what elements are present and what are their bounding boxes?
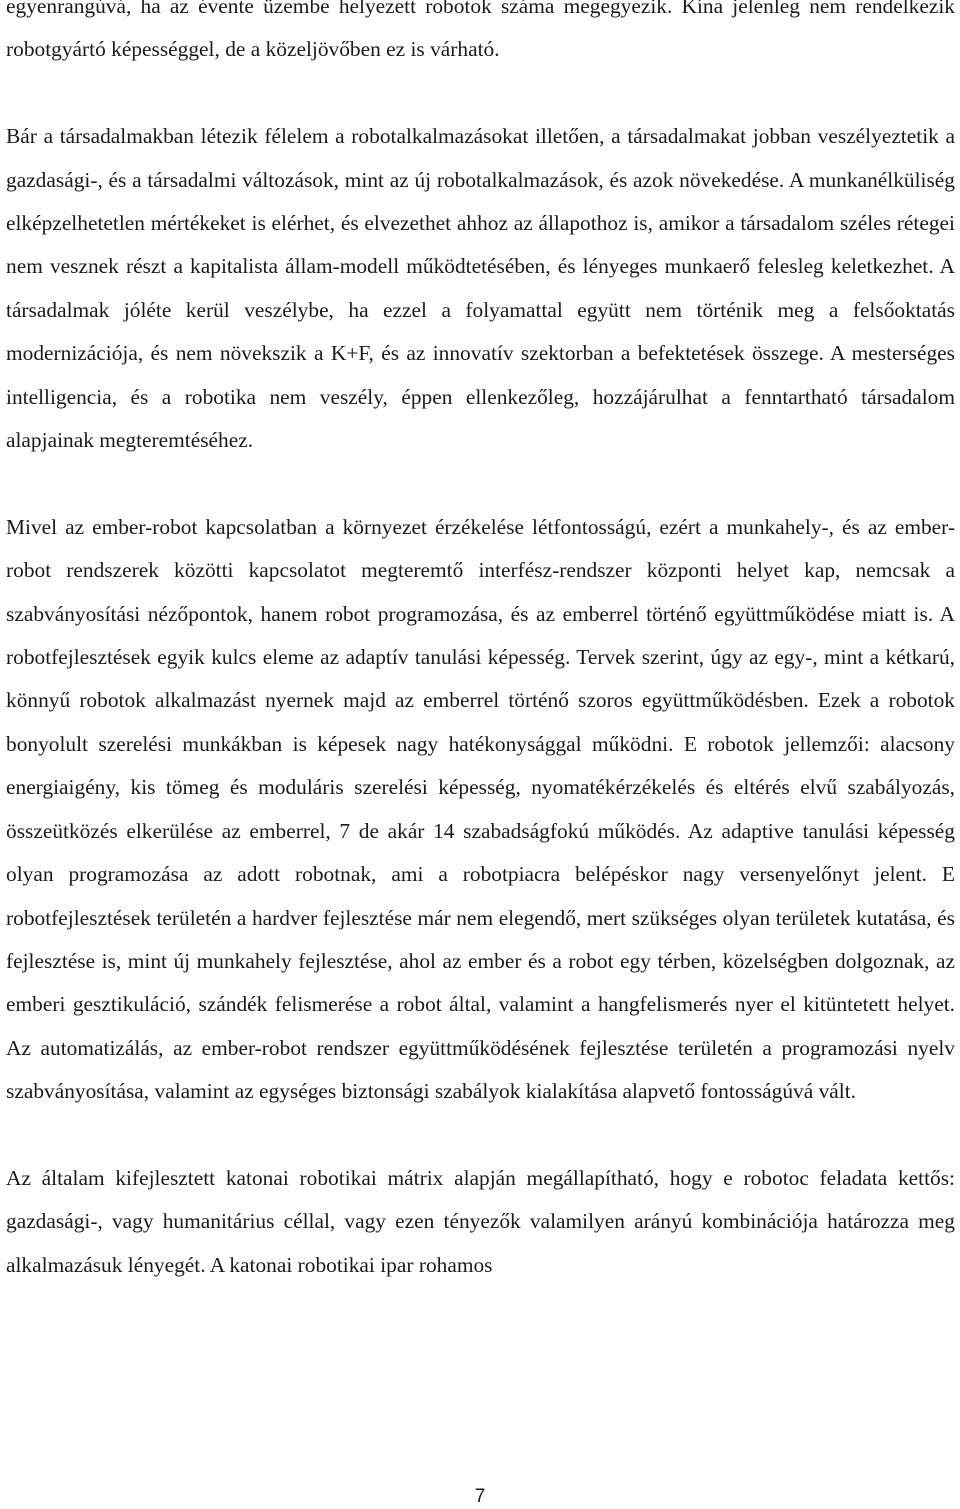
paragraph-continuation: egyenrangúvá, ha az évente üzembe helyezett robotok száma megegyezik. Kína jelenleg nem rendelkezik robotgyártó képességgel, de a közeljövőben ez is várható. — [6, 0, 955, 62]
paragraph-human-robot-interaction: Mivel az ember-robot kapcsolatban a környezet érzékelése létfontosságú, ezért a munkahely-, és az ember-robot rendszerek közötti kapcsolatot megteremtő interfész-rendszer központi helyet kap, nemcsak a szabványosítási nézőpontok, hanem robot programozása, és az emberrel történő együttműködése miatt is. A robotfejlesztések egyik kulcs eleme az adaptív tanulási képesség. Tervek szerint, úgy az egy-, mint a kétkarú, könnyű robotok alkalmazást nyernek majd az emberrel történő szoros együttműködésben. Ezek a robotok bonyolult szerelési munkákban is képesek nagy hatékonysággal működni. E robotok jellemzői: alacsony energiaigény, kis tömeg és moduláris szerelési képesség, nyomatékérzékelés és eltérés elvű szabályozás, összeütközés elkerülése az emberrel, 7 de akár 14 szabadságfokú működés. Az adaptive tanulási képesség olyan programozása az adott robotnak, ami a robotpiacra belépéskor nagy versenyelőnyt jelent. E robotfejlesztések területén a hardver fejlesztése már nem elegendő, mert szükséges olyan területek kutatása, és fejlesztése is, mint új munkahely fejlesztése, ahol az ember és a robot egy térben, közelségben dolgoznak, az emberi gesztikuláció, szándék felismerése a robot által, valamint a hangfelismerés nyer el kitüntetett helyet. Az automatizálás, az ember-robot rendszer együttműködésének fejlesztése területén a programozási nyelv szabványosítása, valamint az egységes biztonsági szabályok kialakítása alapvető fontosságúvá vált. — [6, 514, 955, 1104]
paragraph-military-robotics: Az általam kifejlesztett katonai robotikai mátrix alapján megállapítható, hogy e robotoc feladata kettős: gazdasági-, vagy humanitárius céllal, vagy ezen tényezők valamilyen arányú kombinációja határozza meg alkalmazásuk lényegét. A katonai robotikai ipar rohamos — [6, 1165, 955, 1277]
document-page — [6, 0, 955, 1287]
page-number: 7 — [474, 1486, 486, 1507]
paragraph-social-impact: Bár a társadalmakban létezik félelem a robotalkalmazásokat illetően, a társadalmakat jobban veszélyeztetik a gazdasági-, és a társadalmi változások, mint az új robotalkalmazások, és azok növekedése. A munkanélküliség elképzelhetetlen mértékeket is elérhet, és elvezethet ahhoz az állapothoz is, amikor a társadalom széles rétegei nem vesznek részt a kapitalista állam-modell működtetésében, és lényeges munkaerő felesleg keletkezhet. A társadalmak jóléte kerül veszélybe, ha ezzel a folyamattal együtt nem történik meg a felsőoktatás modernizációja, és nem növekszik a K+F, és az innovatív szektorban a befektetések összege. A mesterséges intelligencia, és a robotika nem veszély, éppen ellenkezőleg, hozzájárulhat a fenntartható társadalom alapjainak megteremtéséhez. — [6, 124, 955, 453]
